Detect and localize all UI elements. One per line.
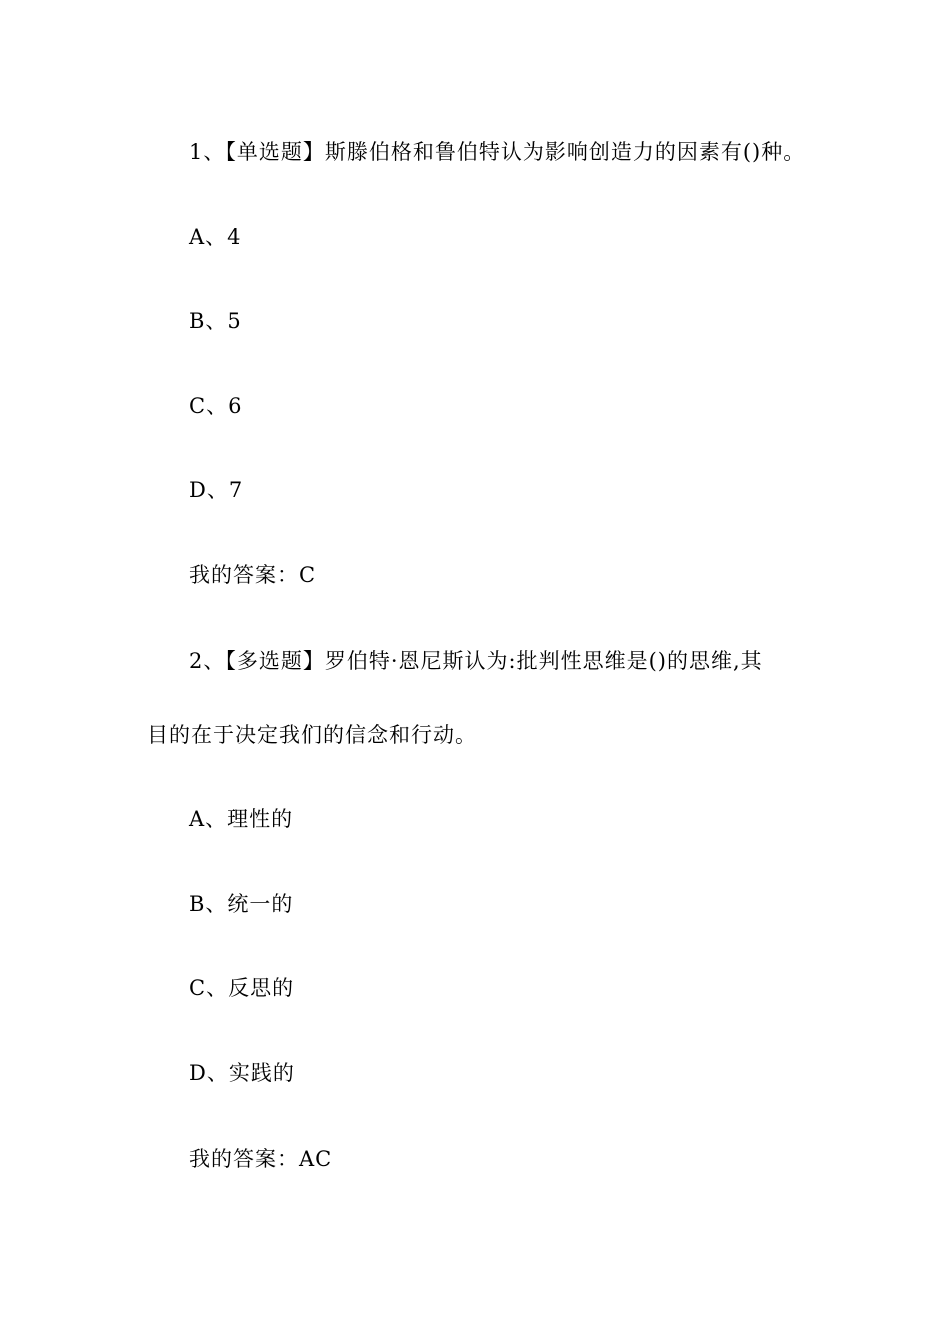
question-2-answer: 我的答案：AC (189, 1147, 333, 1171)
question-2-option-a: A、理性的 (189, 807, 294, 831)
question-1-stem: 1、【单选题】斯滕伯格和鲁伯特认为影响创造力的因素有()种。 (189, 140, 806, 164)
question-1-option-d: D、7 (189, 478, 244, 502)
question-2-option-c: C、反思的 (189, 976, 295, 1000)
question-1-answer: 我的答案：C (189, 563, 317, 587)
question-2-stem-line-1: 2、【多选题】罗伯特·恩尼斯认为:批判性思维是()的思维,其 (189, 649, 763, 673)
question-2-option-b: B、统一的 (189, 892, 294, 916)
question-2-option-d: D、实践的 (189, 1061, 295, 1085)
question-2-stem-line-2: 目的在于决定我们的信念和行动。 (147, 723, 477, 747)
question-1-option-c: C、6 (189, 394, 243, 418)
question-1-option-a: A、4 (189, 225, 242, 249)
question-1-option-b: B、5 (189, 309, 242, 333)
